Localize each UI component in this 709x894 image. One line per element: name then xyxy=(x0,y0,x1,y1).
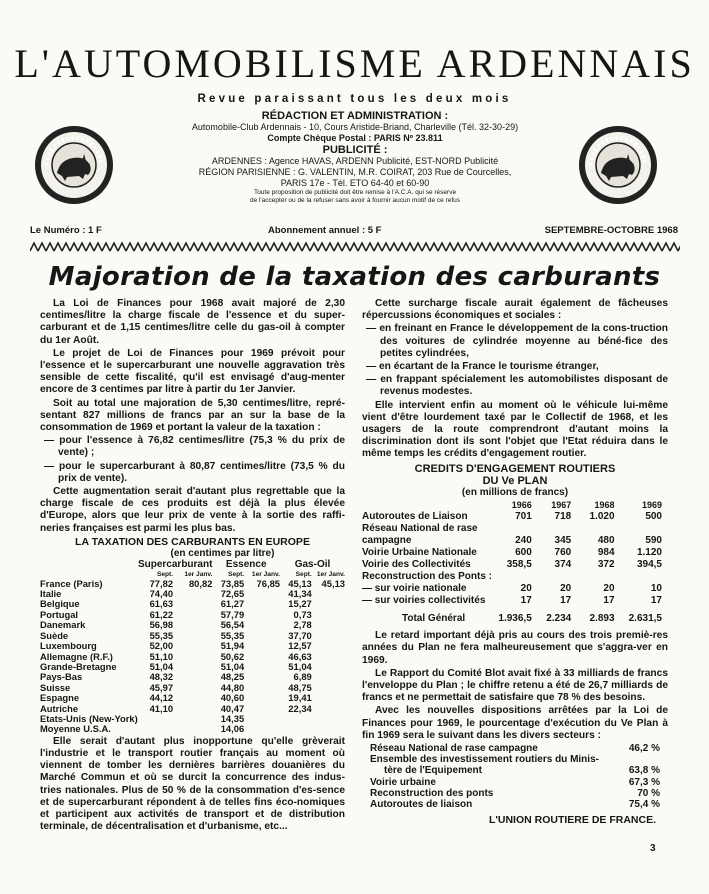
value-cell: 56,54 xyxy=(220,619,245,631)
credits-value: 590 xyxy=(645,535,662,547)
execution-row xyxy=(370,799,660,810)
value-cell xyxy=(173,620,212,630)
value-cell xyxy=(173,599,212,609)
country-cell: Danemark xyxy=(40,619,86,631)
credits-label: Voirie des Collectivités xyxy=(362,559,471,571)
tax-row xyxy=(40,693,345,703)
value-cell: 44,12 xyxy=(149,692,174,704)
value-cell: 51,94 xyxy=(220,640,245,652)
subcol: Sept. xyxy=(156,570,174,578)
value-cell: 19,41 xyxy=(288,692,312,704)
tax-row xyxy=(40,641,345,651)
value-cell: 61,27 xyxy=(220,598,245,610)
execution-label: tère de l'Equipement xyxy=(384,765,482,777)
value-cell: 80,82 xyxy=(188,577,213,589)
credits-value: 500 xyxy=(645,511,662,523)
value-cell: 55,35 xyxy=(220,629,245,641)
subcol: Sept. xyxy=(295,570,312,578)
right-column xyxy=(362,298,668,827)
total-value: 1.936,5 xyxy=(498,613,532,625)
publicite-line-1: ARDENNES : Agence HAVAS, ARDENN Publicité, EST-NORD Publicité xyxy=(211,156,499,166)
publicite-line-2: RÉGION PARISIENNE : G. VALENTIN, M.R. COIRAT, 203 Rue de Courcelles, xyxy=(198,167,512,177)
value-cell xyxy=(244,724,280,734)
journal-subtitle: Revue paraissant tous les deux mois xyxy=(197,93,512,105)
credits-label: Autoroutes de Liaison xyxy=(362,511,468,523)
execution-label: Autoroutes de liaison xyxy=(370,799,473,811)
year-header: 1966 xyxy=(511,500,532,511)
credits-row xyxy=(362,547,662,559)
value-cell xyxy=(173,683,212,693)
value-cell xyxy=(244,704,280,714)
value-cell: 48,75 xyxy=(288,681,312,693)
year-header: 1969 xyxy=(641,500,662,511)
value-cell: 51,04 xyxy=(288,660,312,672)
value-cell xyxy=(138,714,173,724)
country-cell: Italie xyxy=(40,588,62,600)
execution-label: Reconstruction des ponts xyxy=(370,787,494,799)
country-cell: Portugal xyxy=(40,608,79,620)
value-cell xyxy=(244,662,280,672)
value-cell: 57,79 xyxy=(220,608,245,620)
execution-label: Voirie urbaine xyxy=(370,776,436,788)
credits-value: 358,5 xyxy=(506,559,532,571)
country-cell: Belgique xyxy=(40,598,80,610)
paragraph: Soit au total une majoration de 5,30 centimes/litre, repré-sentant 827 millions de francs par an sur la base de la consommation de 1969 et portant la valeur de la taxation : xyxy=(40,397,345,434)
credits-label: campagne xyxy=(362,535,412,547)
value-cell xyxy=(244,652,280,662)
credits-value: 17 xyxy=(560,595,572,607)
execution-row xyxy=(370,743,660,754)
publicite-line-3: PARIS 17e - Tél. ETO 64-40 et 60-90 xyxy=(280,178,430,188)
country-cell: France (Paris) xyxy=(40,577,103,589)
paragraph: Elle serait d'autant plus inopportune qu'elle grèverait l'industrie et le transport routier français au moment où viennent de tomber les dernières barrières douanières du Marché Commun et où se durcit la concurrence des indus-tries nationales. Plus de 50 % de la consommation d'es-sence et de supercarburant répondent à de telles fins éco-nomiques et participent aux activités de transport et de distribution terminale, de décentralisation et d'urbanisme, etc... xyxy=(40,735,345,833)
credits-label: — sur voirie nationale xyxy=(362,583,467,595)
value-cell: 14,35 xyxy=(220,712,245,724)
credits-row xyxy=(362,583,662,595)
paragraph: Cette surcharge fiscale aurait également de fâcheuses répercussions économiques et sociales : xyxy=(362,298,668,322)
credits-value: 240 xyxy=(515,535,532,547)
value-cell: 51,04 xyxy=(220,660,245,672)
credits-value: 760 xyxy=(554,547,572,559)
value-cell xyxy=(312,724,345,734)
club-seal-left-icon xyxy=(33,124,115,206)
redaction-address: Automobile-Club Ardennais - 10, Cours Aristide-Briand, Charleville (Tél. 32-30-29) xyxy=(191,122,519,132)
value-cell: 44,80 xyxy=(220,681,245,693)
value-cell xyxy=(173,662,212,672)
credits-row xyxy=(362,571,662,583)
credits-value xyxy=(571,523,614,535)
execution-row xyxy=(370,754,660,765)
value-cell: 73,85 xyxy=(220,577,245,589)
value-cell xyxy=(138,724,173,734)
value-cell: 41,34 xyxy=(288,588,312,600)
total-value: 2.631,5 xyxy=(628,613,662,625)
value-cell: 37,70 xyxy=(288,629,312,641)
value-cell: 74,40 xyxy=(149,588,174,600)
country-cell: Pays-Bas xyxy=(40,671,83,683)
value-cell xyxy=(244,631,280,641)
club-seal-right-icon xyxy=(577,124,659,206)
country-cell: Grande-Bretagne xyxy=(40,660,117,672)
publicite-notice-2: de l'accepter ou de la refuser sans avoir à fournir aucun motif de ce refus xyxy=(249,197,461,204)
value-cell: 14,06 xyxy=(220,723,245,735)
col-supercarburant: Supercarburant xyxy=(137,559,213,571)
publicite-heading: PUBLICITÉ : xyxy=(322,144,388,156)
credits-row xyxy=(362,535,662,547)
credits-row xyxy=(362,523,662,535)
value-cell: 0,73 xyxy=(293,608,312,620)
value-cell xyxy=(312,610,345,620)
subcol: Sept. xyxy=(228,570,245,578)
credits-value: 20 xyxy=(520,583,532,595)
value-cell: 52,00 xyxy=(149,640,174,652)
value-cell: 46,63 xyxy=(288,650,312,662)
value-cell xyxy=(312,672,345,682)
value-cell: 48,32 xyxy=(149,671,174,683)
credits-value xyxy=(532,523,571,535)
country-cell: Luxembourg xyxy=(40,640,97,652)
annual-subscription: Abonnement annuel : 5 F xyxy=(268,225,382,236)
execution-value: 67,3 % xyxy=(628,776,660,788)
value-cell xyxy=(244,641,280,651)
credits-value: 480 xyxy=(597,535,615,547)
year-header: 1967 xyxy=(551,500,572,511)
value-cell xyxy=(244,714,280,724)
execution-label: Réseau National de rase campagne xyxy=(370,743,538,755)
subcol: 1er Janv. xyxy=(251,570,281,578)
value-cell xyxy=(173,631,212,641)
country-cell: Etats-Unis (New-York) xyxy=(40,712,138,724)
value-cell: 2,78 xyxy=(293,619,312,631)
value-cell: 61,63 xyxy=(149,598,174,610)
value-cell xyxy=(312,641,345,651)
value-cell xyxy=(280,724,312,734)
credits-value: 345 xyxy=(554,535,572,547)
value-cell: 72,65 xyxy=(220,588,245,600)
credits-value: 984 xyxy=(597,547,615,559)
zigzag-divider xyxy=(30,242,680,252)
value-cell xyxy=(280,714,312,724)
tax-table-unit: (en centimes par litre) xyxy=(170,548,275,560)
credits-value: 372 xyxy=(597,559,615,571)
article-headline: Majoration de la taxation des carburants xyxy=(48,262,661,292)
dash-item: — en frappant spécialement les automobilistes disposant de revenus modestes. xyxy=(366,374,668,398)
total-value: 2.893 xyxy=(589,613,615,625)
value-cell: 61,22 xyxy=(149,608,174,620)
credits-table xyxy=(362,499,662,625)
dash-item: — pour l'essence à 76,82 centimes/litre (75,3 % du prix de vente) ; xyxy=(44,435,345,459)
value-cell xyxy=(312,631,345,641)
credits-value: 600 xyxy=(515,547,532,559)
value-cell xyxy=(173,610,212,620)
publicite-notice-1: Toute proposition de publicité doit être remise à l'A.C.A. qui se réserve xyxy=(253,189,457,196)
masthead-info xyxy=(165,111,545,205)
paragraph: Avec les nouvelles dispositions arrêtées par la Loi de Finances pour 1969, le pourcentage d'exécution du Ve Plan à fin 1969 sera le suivant dans les divers secteurs : xyxy=(362,705,668,741)
value-cell xyxy=(244,610,280,620)
value-cell xyxy=(244,589,280,599)
value-cell xyxy=(173,652,212,662)
paragraph: Le retard important déjà pris au cours des trois premiè-res années du Plan ne fera malheureusement que s'aggra-ver en 1969. xyxy=(362,630,668,666)
value-cell xyxy=(173,693,212,703)
tax-row xyxy=(40,724,345,734)
paragraph: Elle intervient enfin au moment où le véhicule lui-même vient d'être lourdement taxé par le Collectif de 1968, et les usagers de la route comprendront d'autant moins la discrimination dont ils sont l'objet que l'Etat réduira dans le même temps les crédits d'engagement routier. xyxy=(362,399,668,460)
execution-row xyxy=(370,777,660,788)
credits-value xyxy=(571,571,614,583)
value-cell: 51,10 xyxy=(149,650,174,662)
value-cell xyxy=(173,672,212,682)
credits-value xyxy=(615,571,662,583)
paragraph: Le projet de Loi de Finances pour 1969 prévoit pour l'essence et le supercarburant une nouvelle aggravation très sensible de cette fiscalité, qu'il est envisagé d'aug-menter encore de 3 centimes par litre à partir du 1er Janvier. xyxy=(40,347,345,396)
subcol: 1er Janv. xyxy=(316,570,345,578)
journal-title: L'AUTOMOBILISME ARDENNAIS xyxy=(14,41,695,86)
credits-label: Voirie Urbaine Nationale xyxy=(362,547,477,559)
value-cell xyxy=(173,704,212,714)
col-gas-oil: Gas-Oil xyxy=(294,559,331,571)
credits-table-unit: (en millions de francs) xyxy=(461,487,569,499)
credits-value: 1.120 xyxy=(636,547,662,559)
credits-value: 1.020 xyxy=(589,511,615,523)
country-cell: Autriche xyxy=(40,702,79,714)
credits-value: 17 xyxy=(520,595,532,607)
value-cell: 48,25 xyxy=(220,671,245,683)
value-cell: 40,60 xyxy=(220,692,245,704)
value-cell xyxy=(312,704,345,714)
value-cell xyxy=(244,683,280,693)
credits-value xyxy=(615,523,662,535)
value-cell: 51,04 xyxy=(149,660,174,672)
value-cell: 55,35 xyxy=(149,629,174,641)
value-cell: 41,10 xyxy=(149,702,174,714)
value-cell: 22,34 xyxy=(288,702,312,714)
redaction-heading: RÉDACTION ET ADMINISTRATION : xyxy=(261,110,449,122)
value-cell xyxy=(312,599,345,609)
paragraph: La Loi de Finances pour 1968 avait majoré de 2,30 centimes/litre la charge fiscale de l'essence et du super-carburant et de 1,15 centimes/litre celle du gas-oil à compter du 1er Août. xyxy=(40,298,345,346)
country-cell: Suisse xyxy=(40,681,71,693)
value-cell xyxy=(173,589,212,599)
value-cell: 45,13 xyxy=(321,577,345,589)
value-cell: 6,89 xyxy=(293,671,312,683)
page-number: 3 xyxy=(650,843,656,854)
value-cell xyxy=(173,724,212,734)
value-cell xyxy=(244,672,280,682)
value-cell: 12,57 xyxy=(288,640,312,652)
value-cell: 76,85 xyxy=(256,577,281,589)
value-cell xyxy=(244,599,280,609)
value-cell xyxy=(173,641,212,651)
credits-value: 17 xyxy=(650,595,662,607)
left-column xyxy=(40,298,345,834)
credits-value xyxy=(532,571,571,583)
tax-table xyxy=(40,560,345,735)
signature: L'UNION ROUTIERE DE FRANCE. xyxy=(488,814,656,827)
value-cell xyxy=(312,652,345,662)
execution-row xyxy=(370,788,660,799)
credits-value xyxy=(492,523,532,535)
credits-value: 10 xyxy=(650,583,662,595)
value-cell xyxy=(312,589,345,599)
masthead xyxy=(0,0,709,248)
credits-value xyxy=(492,571,532,583)
execution-value: 75,4 % xyxy=(628,799,660,811)
total-label: Total Général xyxy=(402,613,466,625)
execution-row xyxy=(370,765,660,776)
value-cell xyxy=(244,620,280,630)
value-cell xyxy=(173,714,212,724)
credits-value: 394,5 xyxy=(636,559,662,571)
year-header: 1968 xyxy=(594,500,615,511)
value-cell: 15,27 xyxy=(288,598,312,610)
dash-item: — en écartant de la France le tourisme étranger, xyxy=(366,361,599,373)
credits-value: 701 xyxy=(515,511,532,523)
value-cell xyxy=(312,683,345,693)
col-essence: Essence xyxy=(225,559,267,571)
credits-label: Réseau National de rase xyxy=(362,523,478,535)
paragraph: Le Rapport du Comité Blot avait fixé à 33 milliards de francs l'enveloppe du Plan ; le chiffre retenu a été de 26,7 milliards de francs et ne permettait de satisfaire que 78 % des besoins. xyxy=(362,667,668,704)
credits-row xyxy=(362,559,662,571)
paragraph: Cette augmentation serait d'autant plus regrettable que la charge fiscale de ces produits est déjà la plus élevée d'Europe, alors que leur prix de vente à la sortie des raffi-neries françaises est parmi les plus bas. xyxy=(40,486,345,534)
country-cell: Espagne xyxy=(40,692,80,704)
credits-table-title: CREDITS D'ENGAGEMENT ROUTIERS xyxy=(414,462,616,475)
country-cell: Moyenne U.S.A. xyxy=(40,723,111,735)
execution-value: 63,8 % xyxy=(628,765,660,777)
postal-cheque: Compte Chèque Postal : PARIS Nº 23.811 xyxy=(267,133,443,143)
value-cell xyxy=(312,714,345,724)
credits-value: 20 xyxy=(603,583,615,595)
issue-date: SEPTEMBRE-OCTOBRE 1968 xyxy=(544,225,678,236)
credits-row xyxy=(362,595,662,607)
issue-price: Le Numéro : 1 F xyxy=(30,225,102,236)
value-cell: 40,47 xyxy=(220,702,245,714)
country-cell: Suède xyxy=(40,629,69,641)
credits-label: Reconstruction des Ponts : xyxy=(362,571,493,583)
subcol: 1er Janv. xyxy=(184,570,213,578)
execution-label: Ensemble des investissement routiers du Minis- xyxy=(370,754,599,766)
value-cell: 77,82 xyxy=(149,577,174,589)
tax-table-title: LA TAXATION DES CARBURANTS EN EUROPE xyxy=(75,535,310,548)
credits-value: 374 xyxy=(554,559,572,571)
execution-value: 46,2 % xyxy=(628,743,660,755)
total-value: 2.234 xyxy=(546,613,572,625)
dash-item: — pour le supercarburant à 80,87 centimes/litre (73,5 % du prix de vente). xyxy=(44,460,345,484)
credits-label: — sur voiries collectivités xyxy=(362,595,486,607)
credits-value: 20 xyxy=(560,583,572,595)
credits-value: 718 xyxy=(554,511,572,523)
value-cell: 45,97 xyxy=(149,681,174,693)
country-cell: Allemagne (R.F.) xyxy=(40,650,113,662)
value-cell xyxy=(312,620,345,630)
value-cell xyxy=(244,693,280,703)
value-cell: 56,98 xyxy=(149,619,174,631)
value-cell: 50,62 xyxy=(220,650,245,662)
dash-item: — en freinant en France le développement de la cons-truction des voitures de cylindrée moyenne au béné-fice des petites cylindrées, xyxy=(366,323,668,359)
execution-value xyxy=(625,754,660,765)
credits-row xyxy=(362,511,662,523)
execution-percentages xyxy=(370,743,660,810)
credits-table-title-2: DU Ve PLAN xyxy=(482,474,548,487)
value-cell xyxy=(312,662,345,672)
credits-value: 17 xyxy=(603,595,615,607)
value-cell xyxy=(312,693,345,703)
execution-value: 70 % xyxy=(637,787,660,799)
value-cell: 45,13 xyxy=(288,577,312,589)
